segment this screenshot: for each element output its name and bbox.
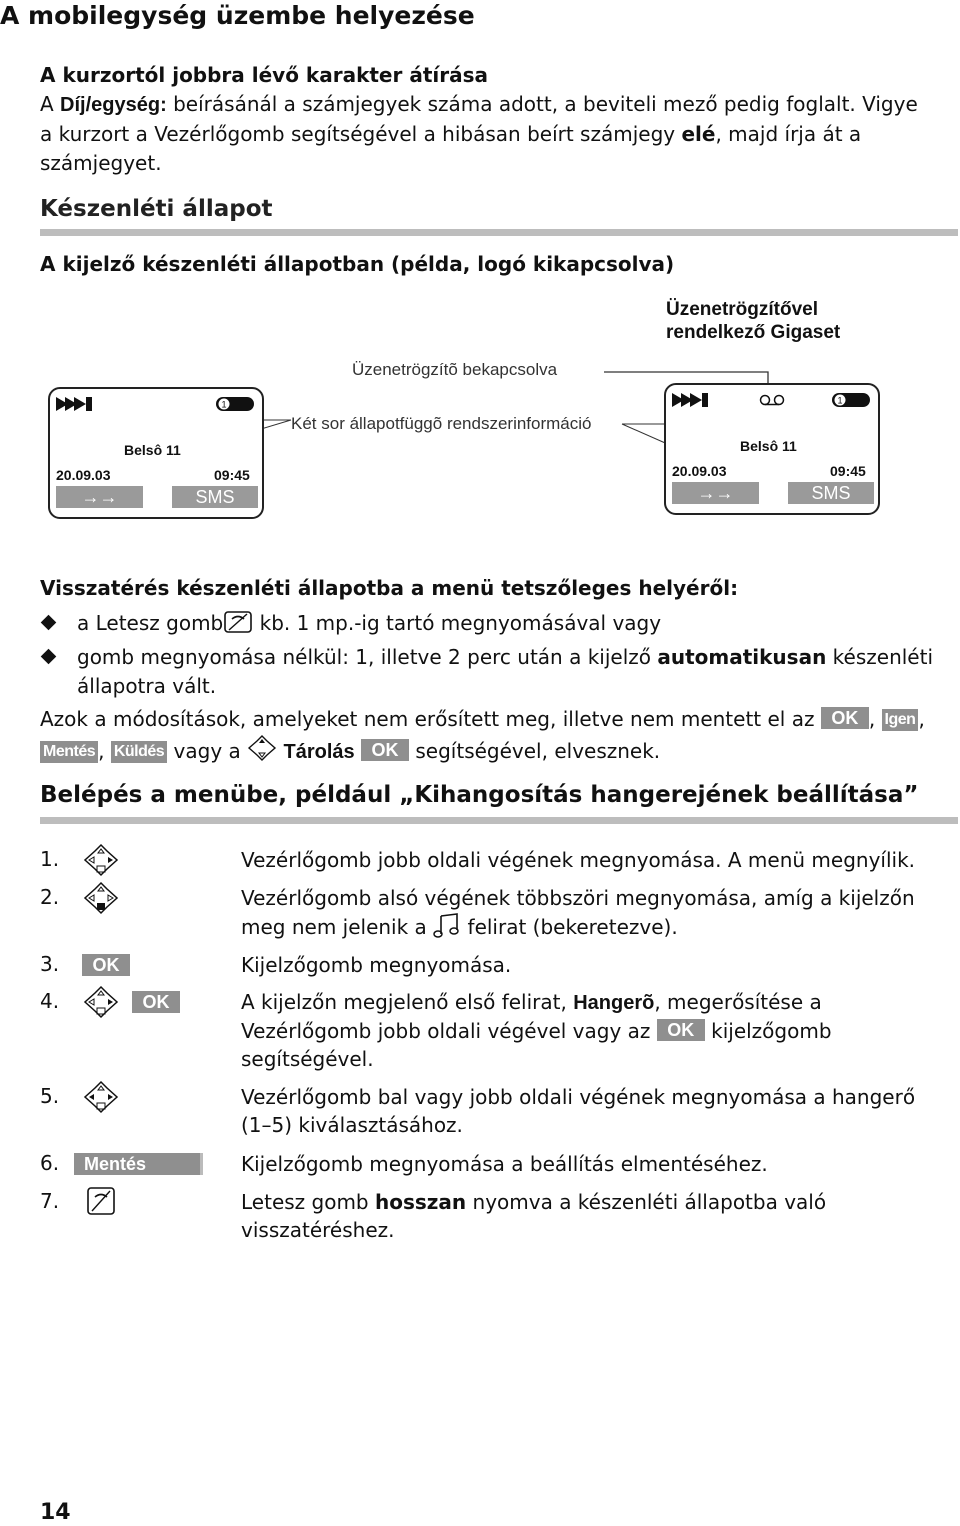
step-number: 5. (40, 1084, 60, 1108)
step-number: 3. (40, 952, 60, 976)
step-number: 4. (40, 989, 60, 1013)
standby-heading: Készenléti állapot (40, 196, 273, 222)
ok-softkey[interactable]: OK (132, 991, 180, 1013)
softkey-arrows[interactable]: →→ (56, 486, 143, 508)
step-number: 6. (40, 1151, 60, 1175)
ok-softkey[interactable]: OK (657, 1019, 705, 1041)
display-name: Belsô 11 (124, 442, 181, 458)
signal-icon (56, 395, 96, 413)
display-standby-right (664, 383, 880, 515)
diagram-right-label: Üzenetrögzítővel rendelkező Gigaset (666, 299, 841, 343)
display-time: 09:45 (830, 463, 866, 479)
softkey-sms[interactable]: SMS (788, 482, 874, 504)
step-text: Letesz gomb hosszan nyomva a készenléti állapotba való visszatéréshez. (241, 1190, 827, 1242)
svg-text:1: 1 (221, 399, 227, 410)
return-heading: Visszatérés készenléti állapotba a menü tetszőleges helyéről: (40, 576, 739, 600)
bullet-icon (41, 615, 57, 631)
ok-softkey[interactable]: OK (361, 739, 409, 761)
control-key-right-icon (83, 985, 119, 1019)
page-title: A mobilegység üzembe helyezése (0, 1, 475, 30)
ok-softkey[interactable]: OK (82, 954, 130, 976)
callout-two-lines: Két sor állapotfüggõ rendszerinformáció (291, 414, 592, 433)
standby-subheading: A kijelző készenléti állapotban (példa, logó kikapcsolva) (40, 252, 675, 276)
display-date: 20.09.03 (56, 467, 111, 483)
control-key-down-icon (83, 881, 119, 915)
cursor-paragraph: A Díj/egység: beírásánál a számjegyek száma adott, a beviteli mező pedig foglalt. Vigye a kurzort a Vezérlőgomb segítségével a hibásan beírt számjegy elé, majd írja át a számjegyet. (40, 92, 918, 175)
control-key-icon (247, 734, 277, 762)
softkey-sms[interactable]: SMS (172, 486, 258, 508)
step-text: Vezérlőgomb alsó végének többszöri megnyomása, amíg a kijelzőn meg nem jelenik a felirat (bekeretezve). (241, 886, 915, 939)
end-call-key-icon (223, 610, 253, 634)
page-number: 14 (40, 1500, 71, 1525)
menu-heading: Belépés a menübe, például „Kihangosítás hangerejének beállítása” (40, 782, 919, 808)
battery-icon (215, 395, 257, 413)
return-note: Azok a módosítások, amelyeket nem erősített meg, illetve nem mentett el az OK , Igen , Mentés , Küldés vagy a Tárolás OK segítségével, elvesznek. (40, 707, 925, 763)
mentes-softkey[interactable]: Mentés (40, 741, 98, 763)
return-bullet-1: a Letesz gomb kb. 1 mp.-ig tartó megnyomásával vagy (77, 611, 662, 635)
end-call-key-icon (86, 1186, 116, 1216)
cursor-heading: A kurzortól jobbra lévő karakter átírása (40, 63, 488, 87)
svg-text:1: 1 (837, 395, 843, 406)
signal-icon (672, 391, 712, 409)
control-key-left-right-icon (83, 1080, 119, 1114)
step-text: Vezérlőgomb bal vagy jobb oldali végének megnyomása a hangerő (1–5) kiválasztásához. (241, 1085, 916, 1137)
step-number: 1. (40, 847, 60, 871)
control-key-right-icon (83, 843, 119, 877)
step-number: 7. (40, 1189, 60, 1213)
battery-icon (831, 391, 873, 409)
display-date: 20.09.03 (672, 463, 727, 479)
bullet-icon (41, 649, 57, 665)
audio-settings-icon (433, 912, 461, 938)
return-bullet-2: gomb megnyomása nélkül: 1, illetve 2 perc után a kijelző automatikusan készenléti állapotra vált. (77, 645, 934, 698)
mentes-softkey[interactable]: Mentés (74, 1153, 203, 1175)
ok-softkey[interactable]: OK (821, 707, 869, 729)
section-rule (40, 817, 958, 824)
step-text: A kijelzőn megjelenő első felirat, Hangerõ, megerősítése a Vezérlőgomb jobb oldali végével vagy az OK kijelzőgomb segítségével. (241, 990, 832, 1071)
display-name: Belsô 11 (740, 438, 797, 454)
callout-recorder: Üzenetrögzítõ bekapcsolva (352, 360, 558, 379)
display-time: 09:45 (214, 467, 250, 483)
step-number: 2. (40, 885, 60, 909)
step-text: Vezérlőgomb jobb oldali végének megnyomása. A menü megnyílik. (241, 848, 916, 872)
display-standby-left (48, 387, 264, 519)
step-text: Kijelzőgomb megnyomása. (241, 953, 512, 977)
answering-machine-icon (758, 391, 786, 409)
softkey-arrows[interactable]: →→ (672, 482, 759, 504)
step-text: Kijelzőgomb megnyomása a beállítás elmentéséhez. (241, 1152, 768, 1176)
kuldes-softkey[interactable]: Küldés (111, 741, 167, 763)
igen-softkey[interactable]: Igen (882, 709, 919, 731)
